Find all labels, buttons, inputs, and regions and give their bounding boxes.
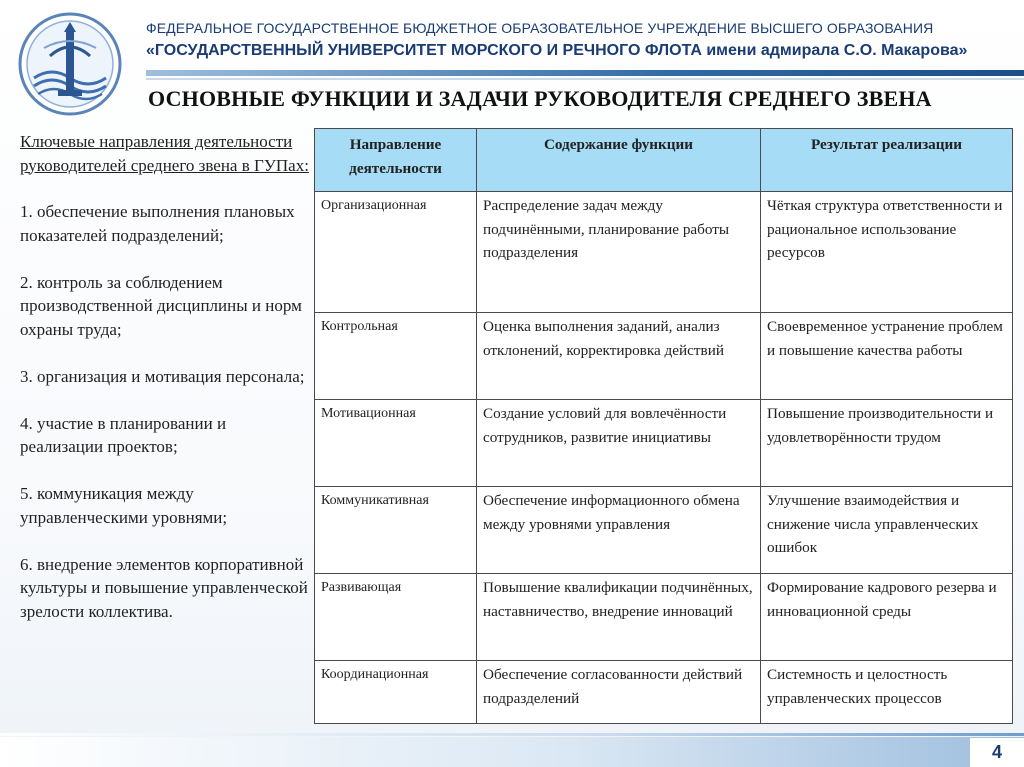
cell-content: Обеспечение информационного обмена между уровнями управления [477, 487, 761, 574]
cell-result: Повышение производительности и удовлетворённости трудом [761, 400, 1013, 487]
cell-direction: Координационная [315, 661, 477, 724]
key-directions-intro: Ключевые направления деятельности руководителей среднего звена в ГУПах: [20, 132, 309, 175]
list-item: 6. внедрение элементов корпоративной культуры и повышение управленческой зрелости коллектива. [20, 554, 308, 621]
cell-content: Обеспечение согласованности действий подразделений [477, 661, 761, 724]
cell-direction: Мотивационная [315, 400, 477, 487]
table-row [315, 487, 1013, 574]
institution-line-1: ФЕДЕРАЛЬНОЕ ГОСУДАРСТВЕННОЕ БЮДЖЕТНОЕ ОБРАЗОВАТЕЛЬНОЕ УЧРЕЖДЕНИЕ ВЫСШЕГО ОБРАЗОВАНИЯ [146, 20, 934, 36]
list-item: 1. обеспечение выполнения плановых показателей подразделений; [20, 202, 295, 245]
header-rule [146, 70, 1024, 76]
cell-result: Своевременное устранение проблем и повышение качества работы [761, 313, 1013, 400]
cell-content: Повышение квалификации подчинённых, наставничество, внедрение инноваций [477, 574, 761, 661]
institution-line-2: «ГОСУДАРСТВЕННЫЙ УНИВЕРСИТЕТ МОРСКОГО И РЕЧНОГО ФЛОТА имени адмирала С.О. Макарова» [146, 42, 968, 59]
list-item: 5. коммуникация между управленческими уровнями; [20, 484, 228, 527]
functions-table [314, 128, 1013, 724]
footer-band [0, 737, 1024, 767]
cell-result: Формирование кадрового резерва и инновационной среды [761, 574, 1013, 661]
header-rule-thin [146, 78, 1024, 80]
list-item: 4. участие в планировании и реализации проектов; [20, 413, 227, 456]
header-direction: Направление деятельности [315, 129, 477, 192]
table-row [315, 400, 1013, 487]
table-row [315, 574, 1013, 661]
cell-direction: Коммуникативная [315, 487, 477, 574]
cell-direction: Контрольная [315, 313, 477, 400]
table-header-row [315, 129, 1013, 192]
cell-direction: Организационная [315, 192, 477, 313]
table-row [315, 313, 1013, 400]
cell-direction: Развивающая [315, 574, 477, 661]
list-item: 3. организация и мотивация персонала; [20, 366, 305, 386]
table-row [315, 192, 1013, 313]
page-title: ОСНОВНЫЕ ФУНКЦИИ И ЗАДАЧИ РУКОВОДИТЕЛЯ СРЕДНЕГО ЗВЕНА [148, 86, 932, 111]
header-result: Результат реализации [761, 129, 1013, 192]
page-number: 4 [970, 738, 1024, 767]
table-row [315, 661, 1013, 724]
footer-rule [0, 733, 1024, 736]
cell-result: Системность и целостность управленческих процессов [761, 661, 1013, 724]
header-content: Содержание функции [477, 129, 761, 192]
cell-result: Чёткая структура ответственности и рациональное использование ресурсов [761, 192, 1013, 313]
key-directions [20, 130, 310, 623]
cell-content: Распределение задач между подчинёнными, планирование работы подразделения [477, 192, 761, 313]
list-item: 2. контроль за соблюдением производственной дисциплины и норм охраны труда; [20, 272, 302, 339]
cell-result: Улучшение взаимодействия и снижение числа управленческих ошибок [761, 487, 1013, 574]
cell-content: Создание условий для вовлечённости сотрудников, развитие инициативы [477, 400, 761, 487]
university-emblem-icon [14, 8, 126, 120]
cell-content: Оценка выполнения заданий, анализ отклонений, корректировка действий [477, 313, 761, 400]
